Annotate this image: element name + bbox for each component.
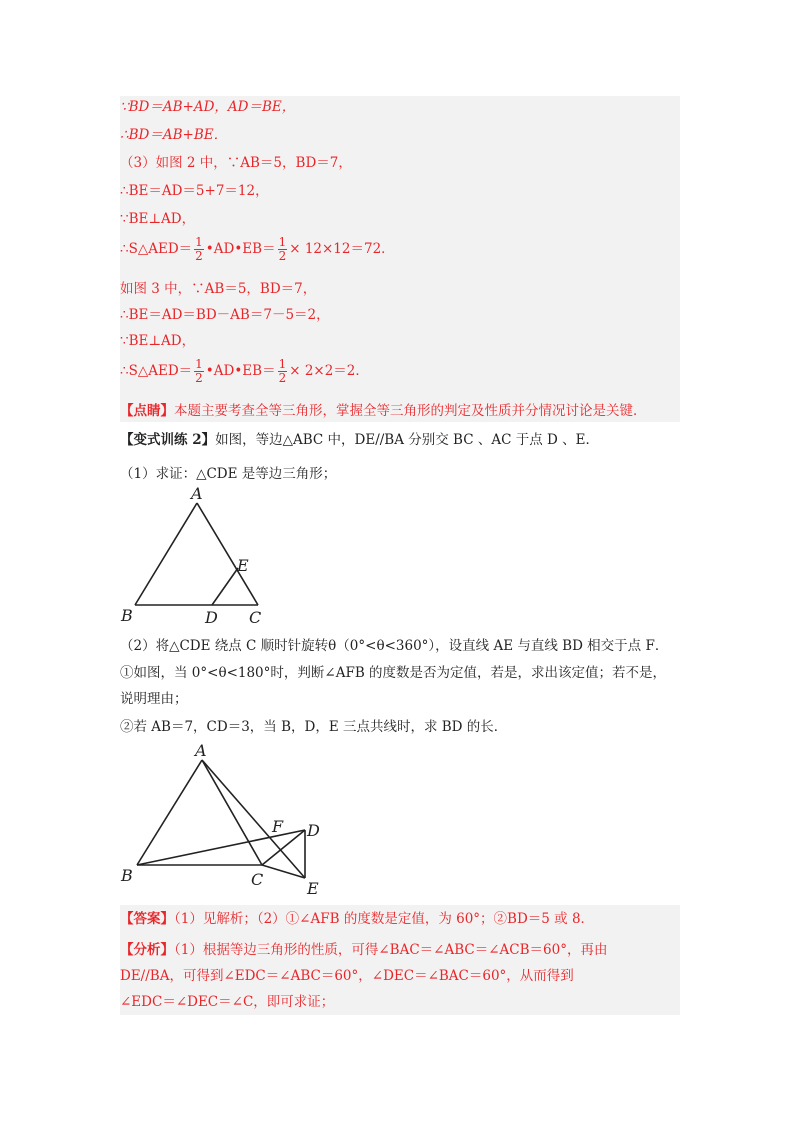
- vertex-label-a: A: [191, 485, 203, 503]
- area-result: × 12×12＝72．: [289, 241, 395, 257]
- question-1: （1）求证：△CDE 是等边三角形；: [120, 466, 337, 482]
- area-label: ∴S△AED＝: [120, 363, 193, 379]
- area-label: ∴S△AED＝: [120, 241, 193, 257]
- solution-line-8: ∴BE＝AD＝BD－AB＝7－5＝2，: [120, 307, 330, 323]
- vertex-label-f: F: [272, 817, 284, 836]
- vertex-label-c: C: [251, 870, 264, 889]
- fraction-half: $\frac{1}{2}$: [278, 235, 287, 263]
- area-product: •AD•EB＝: [205, 241, 276, 257]
- analysis-tag: 【分析】: [120, 942, 174, 958]
- question-2-1a: ①如图，当 0°<θ<180°时，判断∠AFB 的度数是否为定值，若是，求出该定值；若不是，: [120, 665, 667, 681]
- comment-tag: 【点睛】: [120, 403, 174, 419]
- solution-line-4: ∴BE＝AD＝5+7＝12，: [120, 183, 269, 199]
- question-2-2: ②若 AB＝7，CD＝3，当 B，D，E 三点共线时，求 BD 的长．: [120, 719, 508, 735]
- vertex-label-b: B: [121, 606, 133, 625]
- vertex-label-a: A: [195, 741, 207, 760]
- answer-line: [120, 910, 594, 928]
- vertex-label-b: B: [121, 866, 133, 885]
- fraction-half: $\frac{1}{2}$: [278, 357, 287, 385]
- vertex-label-e: E: [237, 556, 249, 575]
- problem-stem-text: 如图，等边△ABC 中，DE//BA 分别交 BC 、AC 于点 D 、E．: [215, 432, 599, 448]
- comment-line: [120, 402, 647, 420]
- analysis-text-1: （1）根据等边三角形的性质，可得∠BAC＝∠ABC＝∠ACB＝60°，再由: [174, 942, 608, 958]
- vertex-label-c: C: [249, 608, 262, 627]
- fraction-half: $\frac{1}{2}$: [195, 235, 203, 263]
- vertex-label-e: E: [307, 879, 319, 898]
- solution-line-6: [120, 236, 395, 263]
- solution-line-1: ∵BD＝AB+AD，AD＝BE，: [120, 99, 296, 115]
- area-product: •AD•EB＝: [205, 363, 276, 379]
- answer-tag: 【答案】: [120, 911, 174, 927]
- solution-line-10: [120, 358, 369, 385]
- analysis-line-1: [120, 941, 607, 959]
- solution-line-7: 如图 3 中，∵AB＝5，BD＝7，: [120, 281, 317, 297]
- solution-line-5: ∵BE⊥AD，: [120, 211, 196, 227]
- fraction-half: $\frac{1}{2}$: [195, 357, 203, 385]
- comment-text: 本题主要考查全等三角形，掌握全等三角形的判定及性质并分情况讨论是关键．: [174, 403, 647, 419]
- problem-tag: 【变式训练 2】: [120, 432, 216, 448]
- solution-line-9: ∵BE⊥AD，: [120, 333, 196, 349]
- analysis-line-3: ∠EDC＝∠DEC＝∠C，即可求证；: [120, 994, 335, 1010]
- answer-text: （1）见解析；（2）①∠AFB 的度数是定值，为 60°；②BD＝5 或 8．: [174, 911, 595, 927]
- figure-triangle-1: [115, 485, 285, 630]
- solution-line-2: ∴BD＝AB+BE．: [120, 127, 228, 143]
- area-result: × 2×2＝2．: [289, 363, 369, 379]
- vertex-label-d: D: [307, 821, 320, 840]
- question-2: （2）将△CDE 绕点 C 顺时针旋转θ（0°<θ<360°），设直线 AE 与直线 BD 相交于点 F．: [120, 638, 669, 654]
- figure-rotation-2: [115, 740, 335, 900]
- analysis-line-2: DE//BA，可得到∠EDC＝∠ABC＝60°，∠DEC＝∠BAC＝60°，从而得到: [120, 968, 574, 984]
- solution-line-3: （3）如图 2 中，∵AB＝5，BD＝7，: [120, 155, 352, 171]
- vertex-label-d: D: [205, 608, 218, 627]
- problem-stem: [120, 431, 599, 449]
- question-2-1b: 说明理由；: [120, 691, 188, 707]
